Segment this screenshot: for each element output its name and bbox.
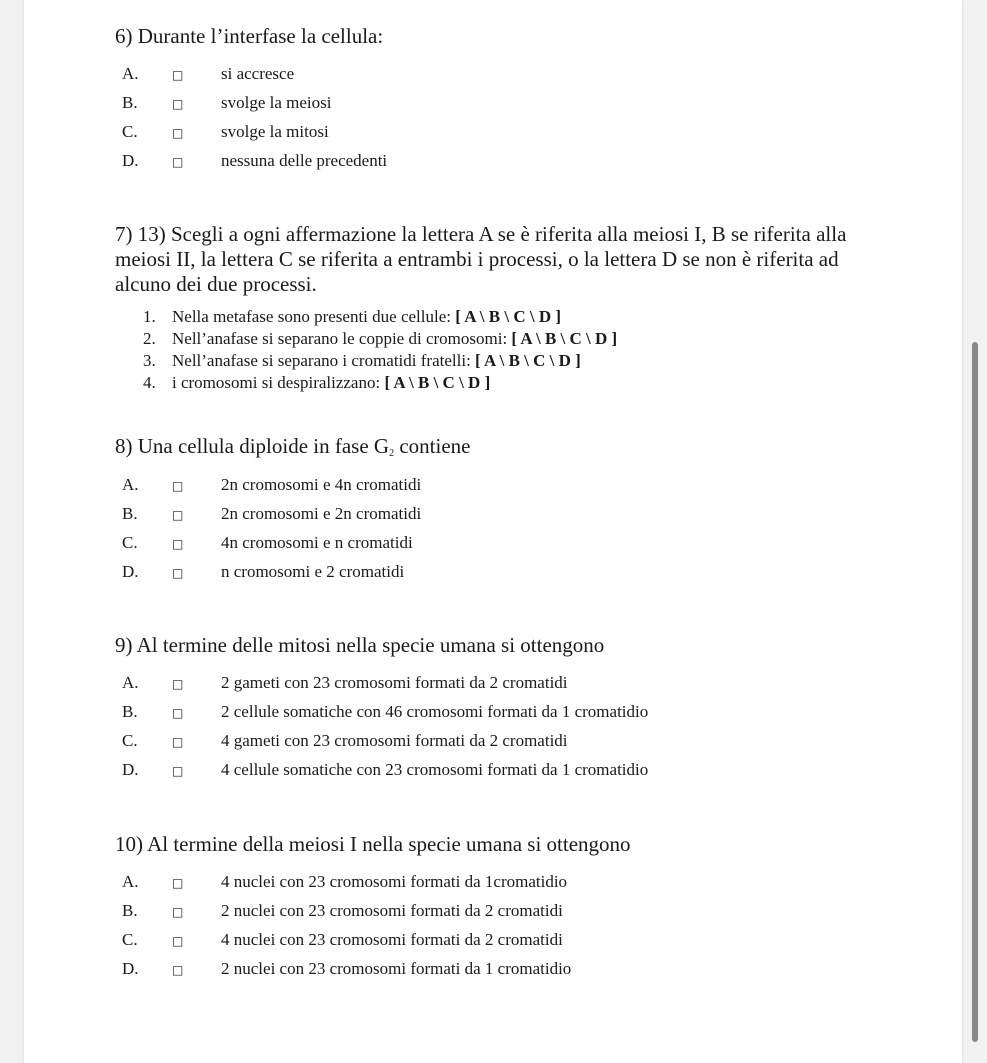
option-letter: C. [122, 122, 138, 141]
checkbox-icon[interactable]: □ [172, 97, 184, 111]
option-text: svolge la meiosi [221, 93, 332, 112]
option-letter: D. [122, 760, 139, 779]
checkbox-icon[interactable]: □ [172, 537, 184, 551]
question-10-title: 10) Al termine della meiosi I nella specie umana si ottengono [115, 832, 631, 856]
option-text: 2n cromosomi e 4n cromatidi [221, 475, 422, 494]
option-letter: B. [122, 702, 138, 721]
option-text: 4n cromosomi e n cromatidi [221, 533, 413, 552]
checkbox-icon[interactable]: □ [172, 566, 184, 580]
statement-number: 3. [143, 351, 156, 370]
checkbox-icon[interactable]: □ [172, 905, 184, 919]
scrollbar[interactable] [972, 342, 978, 1042]
statement-number: 4. [143, 373, 156, 392]
option-text: 2 nuclei con 23 cromosomi formati da 2 cromatidi [221, 901, 563, 920]
checkbox-icon[interactable]: □ [172, 126, 184, 140]
option-letter: A. [122, 872, 139, 891]
statement-choice[interactable]: [ A \ B \ C \ D ] [384, 373, 491, 392]
question-9-title: 9) Al termine delle mitosi nella specie umana si ottengono [115, 633, 605, 657]
question-7-title: 7) 13) Scegli a ogni affermazione la lettera A se è riferita alla meiosi I, B se riferita alla meiosi II, la lettera C se riferita a entrambi i processi, o la lettera D se non è riferita ad alcuno dei due processi. [115, 222, 847, 296]
checkbox-icon[interactable]: □ [172, 677, 184, 691]
option-text: 4 gameti con 23 cromosomi formati da 2 cromatidi [221, 731, 568, 750]
statement-text: Nell’anafase si separano le coppie di cromosomi: [172, 329, 508, 348]
checkbox-icon[interactable]: □ [172, 764, 184, 778]
subscript: 2 [389, 448, 395, 459]
option-letter: A. [122, 475, 139, 494]
checkbox-icon[interactable]: □ [172, 876, 184, 890]
option-text: si accresce [221, 64, 295, 83]
option-letter: D. [122, 562, 139, 581]
statement-text: Nella metafase sono presenti due cellule: [172, 307, 451, 326]
option-letter: B. [122, 504, 138, 523]
option-letter: C. [122, 930, 138, 949]
option-text: 4 nuclei con 23 cromosomi formati da 2 cromatidi [221, 930, 563, 949]
checkbox-icon[interactable]: □ [172, 479, 184, 493]
statement-choice[interactable]: [ A \ B \ C \ D ] [511, 329, 618, 348]
statement-number: 2. [143, 329, 156, 348]
option-text: 2 nuclei con 23 cromosomi formati da 1 cromatidio [221, 959, 572, 978]
option-letter: A. [122, 64, 139, 83]
option-letter: C. [122, 731, 138, 750]
checkbox-icon[interactable]: □ [172, 963, 184, 977]
option-letter: D. [122, 151, 139, 170]
option-text: nessuna delle precedenti [221, 151, 388, 170]
option-text: 4 nuclei con 23 cromosomi formati da 1cromatidio [221, 872, 568, 891]
option-text: 2 gameti con 23 cromosomi formati da 2 cromatidi [221, 673, 568, 692]
question-6-title: 6) Durante l’interfase la cellula: [115, 24, 384, 48]
option-letter: C. [122, 533, 138, 552]
option-letter: D. [122, 959, 139, 978]
checkbox-icon[interactable]: □ [172, 706, 184, 720]
statement-number: 1. [143, 307, 156, 326]
checkbox-icon[interactable]: □ [172, 735, 184, 749]
checkbox-icon[interactable]: □ [172, 155, 184, 169]
option-text: n cromosomi e 2 cromatidi [221, 562, 405, 581]
checkbox-icon[interactable]: □ [172, 68, 184, 82]
question-8-title: 8) Una cellula diploide in fase $G_2$ contiene [115, 434, 471, 459]
option-letter: B. [122, 93, 138, 112]
statement-text: Nell’anafase si separano i cromatidi fratelli: [172, 351, 471, 370]
statement-choice[interactable]: [ A \ B \ C \ D ] [455, 307, 562, 326]
option-letter: A. [122, 673, 139, 692]
option-letter: B. [122, 901, 138, 920]
checkbox-icon[interactable]: □ [172, 508, 184, 522]
statement-text: i cromosomi si despiralizzano: [172, 373, 381, 392]
option-text: svolge la mitosi [221, 122, 329, 141]
option-text: 4 cellule somatiche con 23 cromosomi formati da 1 cromatidio [221, 760, 649, 779]
option-text: 2 cellule somatiche con 46 cromosomi formati da 1 cromatidio [221, 702, 649, 721]
option-text: 2n cromosomi e 2n cromatidi [221, 504, 422, 523]
statement-choice[interactable]: [ A \ B \ C \ D ] [475, 351, 581, 370]
checkbox-icon[interactable]: □ [172, 934, 184, 948]
